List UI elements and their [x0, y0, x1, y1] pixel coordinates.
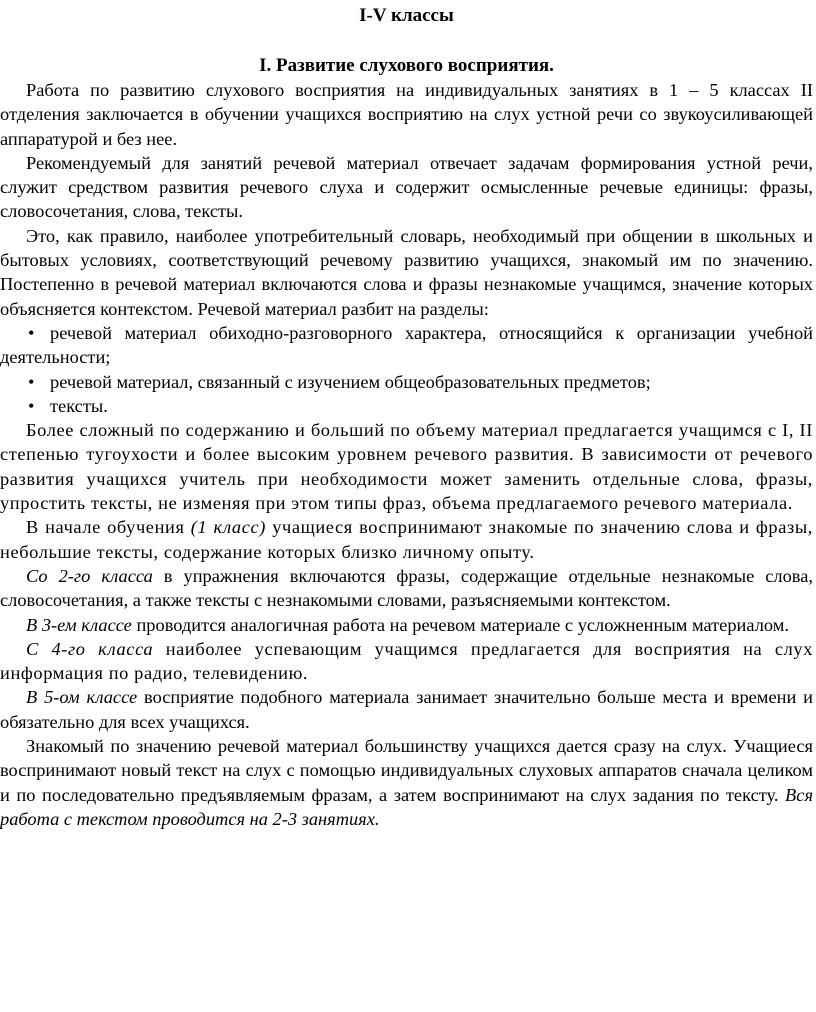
- paragraph-6-lead: Со 2-го класса: [26, 565, 153, 586]
- bullet-text: речевой материал, связанный с изучением общеобразовательных предметов;: [50, 371, 651, 392]
- paragraph-10-tail: Вся работа с текстом проводится на 2-3 занятиях.: [0, 784, 813, 829]
- bullet-mark: •: [28, 322, 35, 343]
- paragraph-7-lead: В 3-ем классе: [26, 614, 132, 635]
- paragraph-6-rest: в упражнения включаются фразы, содержащие отдельные незнакомые слова, словосочетания, а также тексты с незнакомыми словами, разъясняемыми контекстом.: [0, 565, 813, 611]
- paragraph-5: [0, 515, 813, 564]
- paragraph-9-lead: В 5-ом классе: [26, 687, 138, 708]
- paragraph-10: [0, 734, 813, 831]
- paragraph-5-class: (1 класс): [190, 517, 266, 538]
- bullet-item-1: [0, 321, 813, 370]
- paragraph-7-rest: проводится аналогичная работа на речевом материале с усложненным материалом.: [131, 614, 789, 635]
- paragraph-5-start: В начале обучения: [26, 517, 191, 538]
- bullet-mark: •: [28, 395, 35, 416]
- paragraph-7: [0, 613, 813, 637]
- bullet-item-3: [0, 394, 813, 418]
- document-title: I-V классы: [359, 5, 454, 26]
- paragraph-8-rest: наиболее успевающим учащимся предлагается для восприятия на слух информация по радио, телевидению.: [0, 638, 813, 684]
- paragraph-4: Более сложный по содержанию и больший по объему материал предлагается учащимся с I, II степенью тугоухости и более высоким уровнем речевого развития. В зависимости от речевого развития учащихся учитель при необходимости может заменить отдельные слова, фразы, упростить тексты, не изменяя при этом типы фраз, объема предлагаемого речевого материала.: [0, 420, 813, 514]
- bullet-text: тексты.: [50, 395, 108, 416]
- section-title: I. Развитие слухового восприятия.: [259, 55, 554, 76]
- paragraph-6: [0, 564, 813, 613]
- paragraph-2: Рекомендуемый для занятий речевой материал отвечает задачам формирования устной речи, служит средством развития речевого слуха и содержит осмысленные речевые единицы: фразы, словосочетания, слова, тексты.: [0, 152, 813, 222]
- paragraph-5-end: учащиеся воспринимают знакомые по значению слова и фразы, небольшие тексты, содержание которых близко личному опыту.: [0, 517, 813, 562]
- paragraph-8: [0, 637, 813, 686]
- paragraph-8-lead: С 4-го класса: [26, 638, 154, 659]
- paragraph-9-rest: восприятие подобного материала занимает значительно больше места и времени и обязательно для всех учащихся.: [0, 687, 813, 732]
- paragraph-3: Это, как правило, наиболее употребительный словарь, необходимый при общении в школьных и бытовых условиях, соответствующий речевому развитию учащихся, знакомый им по значению. Постепенно в речевой материал включаются слова и фразы незнакомые учащимся, значение которых объясняется контекстом. Речевой материал разбит на разделы:: [0, 225, 813, 319]
- paragraph-9: [0, 685, 813, 734]
- bullet-text: речевой материал обиходно-разговорного характера, относящийся к организации учебной деятельности;: [0, 322, 813, 368]
- paragraph-1: Работа по развитию слухового восприятия на индивидуальных занятиях в 1 – 5 классах II отделения заключается в обучении учащихся восприятию на слух устной речи со звукоусиливающей аппаратурой и без нее.: [0, 80, 813, 149]
- paragraph-10-text: Знакомый по значению речевой материал большинству учащихся дается сразу на слух. Учащиеся воспринимают новый текст на слух с помощью индивидуальных слуховых аппаратов сначала целиком и по последовательно предъявляемым фразам, а затем воспринимают на слух задания по тексту.: [0, 736, 813, 805]
- bullet-item-2: [0, 370, 813, 394]
- bullet-mark: •: [28, 371, 35, 392]
